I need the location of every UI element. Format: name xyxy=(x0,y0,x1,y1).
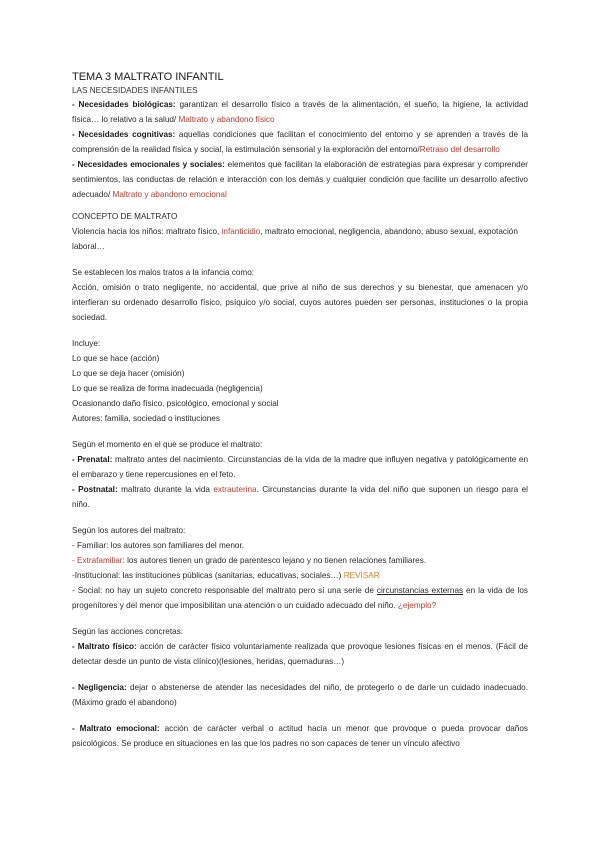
paragraph-maltrato-fisico xyxy=(72,639,528,669)
page-title: TEMA 3 MALTRATO INFANTIL xyxy=(72,71,224,83)
paragraph-emo-needs xyxy=(72,157,528,202)
text-extrafamiliar: los autores tienen un grado de parentesco lejano y no tienen relaciones familiares. xyxy=(124,556,427,565)
note-emo-needs: Maltrato y abandono emocional xyxy=(112,190,227,199)
list-item: Lo que se realiza de forma inadecuada (negligencia) xyxy=(72,384,263,393)
text-maltrato-fisico: acción de carácter físico voluntariamente realizada que provoque lesiones físicas en el menos. (Fácil de detectar desde un punto de vista clínico)(lesiones, heridas, quemaduras…) xyxy=(72,642,529,666)
paragraph-concept-intro: Se establecen los malos tratos a la infancia como: xyxy=(72,268,255,277)
actions-heading: Según las acciones concretas: xyxy=(72,627,184,636)
label-cog-needs: - Necesidades cognitivas: xyxy=(72,130,176,139)
label-negligencia: - Negligencia: xyxy=(72,683,127,692)
paragraph-bio-needs xyxy=(72,97,528,127)
text-postnatal-a: maltrato durante la vida xyxy=(117,485,214,494)
label-maltrato-emocional: - Maltrato emocional: xyxy=(72,724,160,733)
paragraph-social xyxy=(72,583,528,613)
text-bio-needs: garantizan el desarrollo físico a través de la alimentación, el sueño, la higiene, la actividad física… lo relativo a la salud/ xyxy=(72,100,528,124)
paragraph-familiar: - Familiar: los autores son familiares del menor. xyxy=(72,541,245,550)
note-bio-needs: Maltrato y abandono físico xyxy=(178,115,275,124)
label-extrafamiliar: Extrafamiliar: xyxy=(77,556,125,565)
label-emo-needs: - Necesidades emocionales y sociales: xyxy=(72,160,225,169)
text-violence-a: Violencia hacia los niños: maltrato físico, xyxy=(72,227,222,236)
text-cog-needs: aquellas condiciones que facilitan el conocimiento del entorno y se aprenden a través de la comprensión de la realidad física y social, la estimulación sensorial y la exploración del entorno/ xyxy=(72,130,529,154)
text-circunstancias: circunstancias externas xyxy=(376,586,464,595)
text-prenatal: maltrato antes del nacimiento. Circunstancias de la vida de la madre que influyen negativa y patológicamente en el embarazo y tiene repercusiones en el feto. xyxy=(72,455,528,479)
label-prenatal: - Prenatal: xyxy=(72,455,113,464)
paragraph-extrafamiliar xyxy=(72,553,528,568)
paragraph-definition: Acción, omisión o trato negligente, no accidental, que prive al niño de sus derechos y su bienestar, que amenacen y/o interfieran su ordenado desarrollo físico, psíquico y/o social, cuyos autores pueden ser personas, instituciones o la propia sociedad. xyxy=(72,283,528,322)
text-infanticidio: infanticidio xyxy=(221,227,261,236)
text-ejemplo: ¿ejemplo? xyxy=(397,601,437,610)
text-negligencia: dejar o abstenerse de atender las necesidades del niño, de protegerlo o de darle un cuidado inadecuado. (Máximo grado el abandono) xyxy=(72,683,529,707)
list-item: Lo que se deja hacer (omisión) xyxy=(72,369,185,378)
list-item: Ocasionando daño físico, psicológico, emocional y social xyxy=(72,399,279,408)
text-extrauterina: extrauterina xyxy=(213,485,257,494)
paragraph-prenatal xyxy=(72,452,528,482)
text-emo-needs: elementos que facilitan la elaboración de estrategias para expresar y comprender sentimientos, las conductas de relación e interacción con los demás y cualquier condición que facilite un desarrollo afectivo adecuado/ xyxy=(72,160,528,199)
paragraph-cog-needs xyxy=(72,127,528,157)
label-maltrato-fisico: - Maltrato físico: xyxy=(72,642,137,651)
label-postnatal: - Postnatal: xyxy=(72,485,118,494)
label-bio-needs: - Necesidades biológicas: xyxy=(72,100,176,109)
document-body xyxy=(72,70,528,751)
paragraph-negligencia xyxy=(72,680,528,710)
text-social-b: en la vida de los progenitores y del menor que imposibilitan una atención o un cuidado adecuado del niño. xyxy=(72,586,528,610)
section-heading-needs: LAS NECESIDADES INFANTILES xyxy=(72,86,198,95)
text-postnatal-b: . Circunstancias durante la vida del niño que suponen un riesgo para el niño. xyxy=(72,485,528,509)
paragraph-violence xyxy=(72,224,528,254)
text-violence-b: , maltrato emocional, negligencia, abandono, abuso sexual, expotación laboral… xyxy=(72,227,518,251)
text-social-a: - Social: no hay un sujeto concreto responsable del maltrato pero sí una serie de xyxy=(72,586,377,595)
moment-heading: Según el momento en el que se produce el maltrato: xyxy=(72,440,263,449)
text-extra-dash: - xyxy=(72,556,78,565)
note-cog-needs: Retraso del desarrollo xyxy=(419,145,500,154)
list-item: Lo que se hace (acción) xyxy=(72,354,160,363)
flag-revisar: REVISAR xyxy=(343,571,380,580)
paragraph-maltrato-emocional xyxy=(72,721,528,751)
includes-heading: Incluye: xyxy=(72,339,101,348)
list-item: Autores: familia, sociedad o instituciones xyxy=(72,414,220,423)
authors-heading: Según los autores del maltrato: xyxy=(72,526,186,535)
section-heading-concept: CONCEPTO DE MALTRATO xyxy=(72,212,178,221)
text-institucional: -Institucional: las instituciones públicas (sanitarias, educativas, sociales…) xyxy=(72,571,344,580)
paragraph-institucional xyxy=(72,568,528,583)
text-maltrato-emocional: acción de carácter verbal o actitud hacia un menor que provoque o pueda provocar daños psicológicos. Se produce en situaciones en las que los padres no son capaces de tener un vínculo afectivo xyxy=(72,724,528,748)
paragraph-postnatal xyxy=(72,482,528,512)
